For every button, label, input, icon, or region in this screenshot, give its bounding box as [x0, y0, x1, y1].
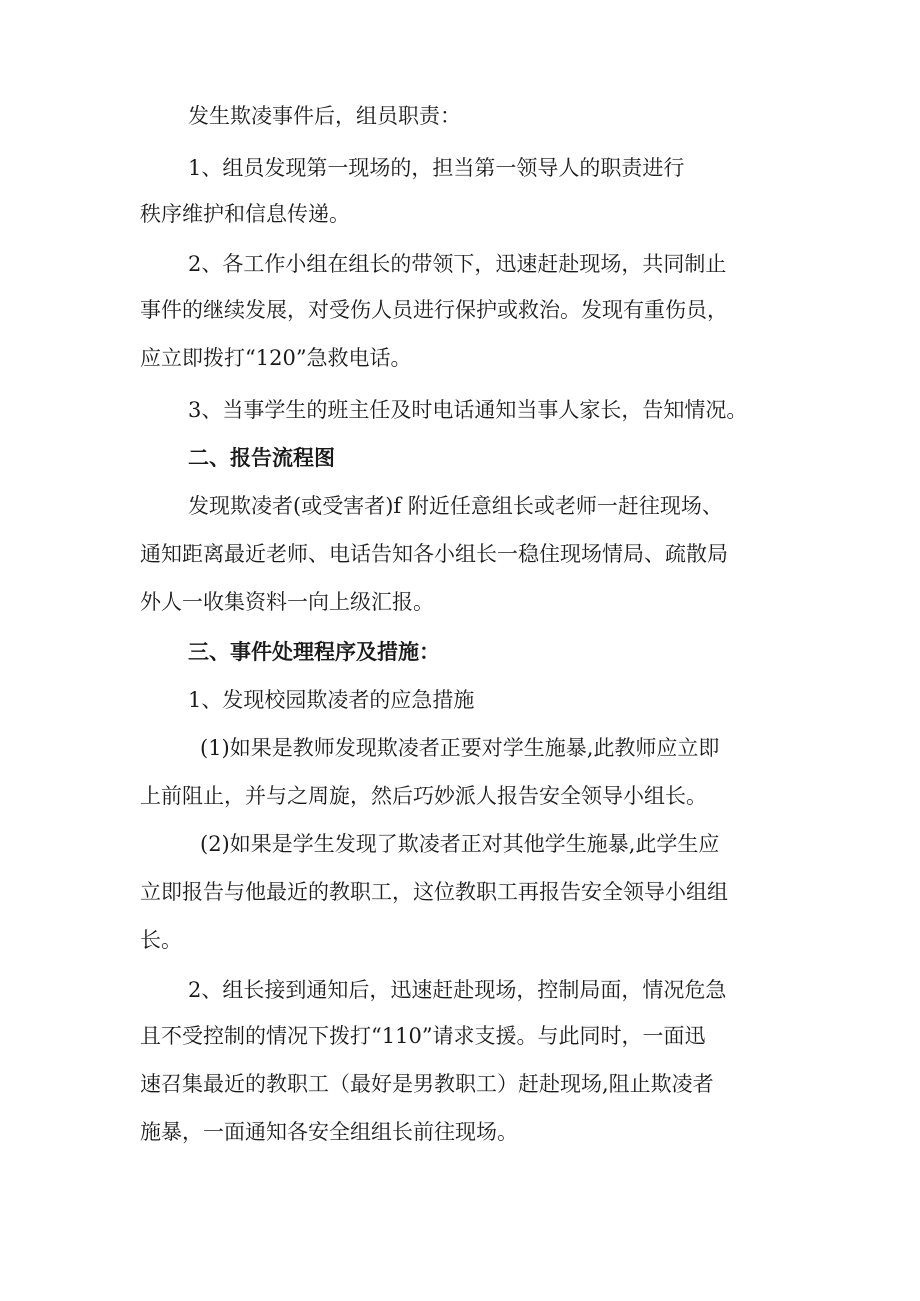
duty-item-1-line-1: 1、组员发现第一现场的，担当第一领导人的职责进行 [188, 156, 685, 180]
procedure-item-2-line-2: 且不受控制的情况下拨打“110”请求支援。与此同时，一面迅 [140, 1024, 706, 1048]
procedure-item-1-sub-2-line-3: 长。 [140, 928, 182, 952]
procedure-item-1-sub-2-line-1: (2)如果是学生发现了欺凌者正对其他学生施暴,此学生应 [200, 832, 720, 856]
procedure-item-1: 1、发现校园欺凌者的应急措施 [188, 688, 475, 712]
duty-item-1-line-2: 秩序维护和信息传递。 [140, 202, 350, 226]
duty-item-2-line-3: 应立即拨打“120”急救电话。 [140, 346, 412, 370]
procedure-item-1-sub-1-line-1: (1)如果是教师发现欺凌者正要对学生施暴,此教师应立即 [200, 736, 720, 760]
procedure-item-2-line-1: 2、组长接到通知后，迅速赶赴现场，控制局面，情况危急 [188, 978, 727, 1002]
procedure-item-1-sub-1-line-2: 上前阻止，并与之周旋，然后巧妙派人报告安全领导小组长。 [140, 784, 707, 808]
duties-intro: 发生欺凌事件后，组员职责： [188, 104, 461, 128]
duty-item-2-line-2: 事件的继续发展，对受伤人员进行保护或救治。发现有重伤员， [140, 298, 728, 322]
procedure-item-2-line-3: 速召集最近的教职工（最好是男教职工）赶赴现场,阻止欺凌者 [140, 1072, 714, 1096]
report-flow-line-3: 外人一收集资料一向上级汇报。 [140, 590, 434, 614]
section-heading-procedures: 三、事件处理程序及措施： [188, 640, 440, 664]
duty-item-3: 3、当事学生的班主任及时电话通知当事人家长，告知情况。 [188, 398, 748, 422]
report-flow-line-1: 发现欺凌者(或受害者)f 附近任意组长或老师一赶往现场、 [188, 494, 723, 518]
duty-item-2-line-1: 2、各工作小组在组长的带领下，迅速赶赴现场，共同制止 [188, 252, 727, 276]
procedure-item-2-line-4: 施暴，一面通知各安全组组长前往现场。 [140, 1120, 518, 1144]
procedure-item-1-sub-2-line-2: 立即报告与他最近的教职工，这位教职工再报告安全领导小组组 [140, 880, 728, 904]
section-heading-report-flow: 二、报告流程图 [188, 446, 335, 470]
report-flow-line-2: 通知距离最近老师、电话告知各小组长一稳住现场情局、疏散局 [140, 542, 728, 566]
